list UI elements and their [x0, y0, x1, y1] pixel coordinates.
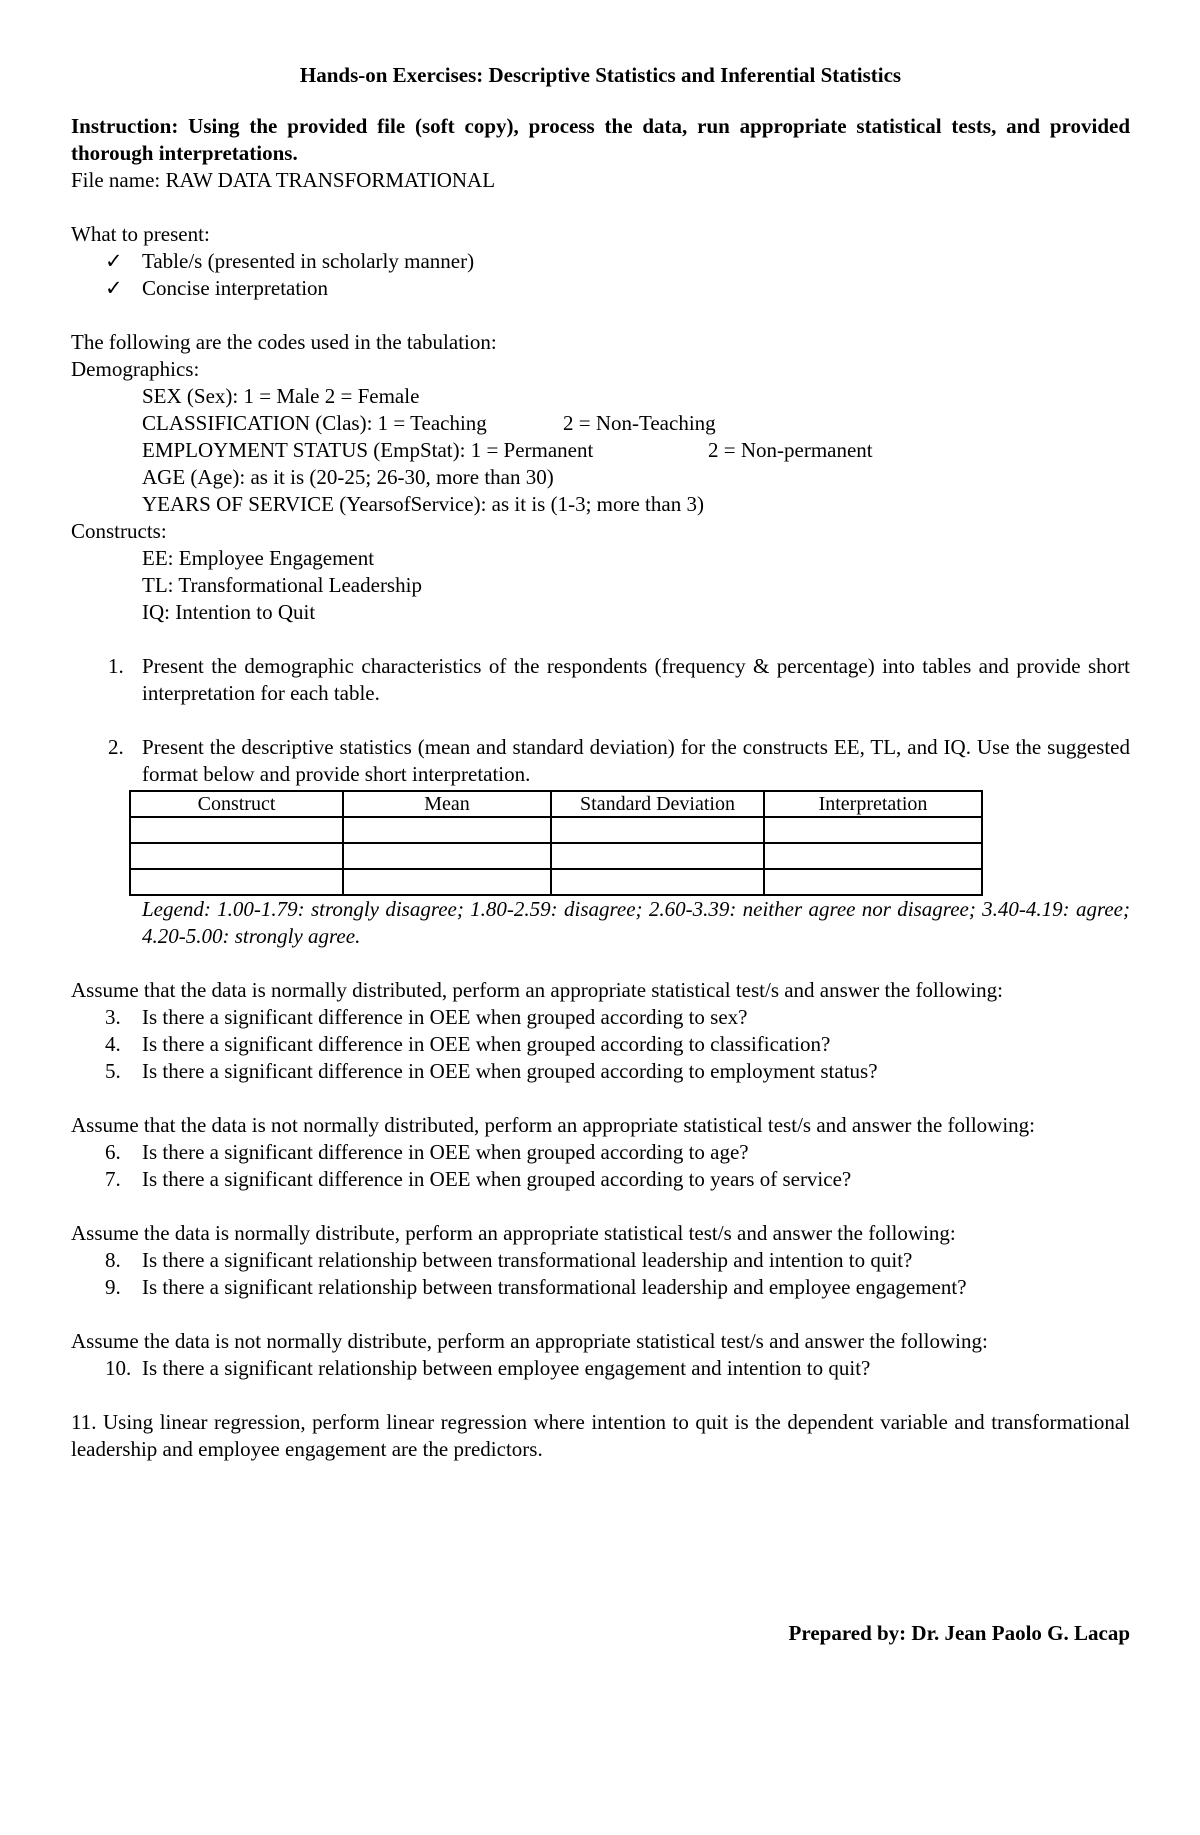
demographic-age: AGE (Age): as it is (20-25; 26-30, more than 30) — [142, 465, 554, 489]
question-9: 9. Is there a significant relationship between transformational leadership and employee engagement? — [105, 1275, 967, 1299]
construct-iq: IQ: Intention to Quit — [142, 600, 316, 624]
table-row — [130, 869, 982, 895]
present-item-text: Table/s (presented in scholarly manner) — [142, 249, 475, 273]
question-8: 8. Is there a significant relationship between transformational leadership and intention to quit? — [105, 1248, 913, 1272]
document-title: Hands-on Exercises: Descriptive Statistics and Inferential Statistics — [299, 63, 902, 87]
table-header: Mean — [343, 791, 551, 817]
section-normal: Assume that the data is normally distributed, perform an appropriate statistical test/s and answer the following: — [71, 978, 1003, 1002]
demographics-heading: Demographics: — [71, 357, 200, 381]
construct-tl: TL: Transformational Leadership — [142, 573, 422, 597]
question-11: 11. Using linear regression, perform linear regression where intention to quit is the dependent variable and transformational leadership and employee engagement are the predictors. — [71, 1410, 1130, 1461]
present-item — [71, 248, 1130, 275]
question-2: 2. Present the descriptive statistics (mean and standard deviation) for the constructs EE, TL, and IQ. Use the suggested format below and provide short interpretation. — [108, 735, 1130, 786]
demographic-employment-status: EMPLOYMENT STATUS (EmpStat): 1 = Permanent 2 = Non-permanent — [142, 438, 873, 462]
checkmark-icon: ✓ — [105, 249, 123, 273]
table-header: Interpretation — [764, 791, 982, 817]
construct-ee: EE: Employee Engagement — [142, 546, 375, 570]
table-header: Standard Deviation — [551, 791, 764, 817]
present-item — [71, 275, 1130, 302]
demographic-classification: CLASSIFICATION (Clas): 1 = Teaching 2 = Non-Teaching — [142, 411, 716, 435]
question-6: 6. Is there a significant difference in OEE when grouped according to age? — [105, 1140, 749, 1164]
table-row — [130, 817, 982, 843]
section-normal-2: Assume the data is normally distribute, perform an appropriate statistical test/s and answer the following: — [71, 1221, 956, 1245]
section-not-normal-2: Assume the data is not normally distribute, perform an appropriate statistical test/s and answer the following: — [71, 1329, 988, 1353]
question-7: 7. Is there a significant difference in OEE when grouped according to years of service? — [105, 1167, 852, 1191]
demographic-years-of-service: YEARS OF SERVICE (YearsofService): as it is (1-3; more than 3) — [142, 492, 704, 516]
constructs-heading: Constructs: — [71, 519, 167, 543]
section-not-normal: Assume that the data is not normally distributed, perform an appropriate statistical test/s and answer the following: — [71, 1113, 1036, 1137]
question-4: 4. Is there a significant difference in OEE when grouped according to classification? — [105, 1032, 831, 1056]
legend-text: Legend: 1.00-1.79: strongly disagree; 1.80-2.59: disagree; 2.60-3.39: neither agree nor disagree; 3.40-4.19: agree; 4.20-5.00: strongly agree. — [142, 897, 1130, 948]
file-name: File name: RAW DATA TRANSFORMATIONAL — [71, 168, 496, 192]
table-header: Construct — [130, 791, 343, 817]
question-5: 5. Is there a significant difference in OEE when grouped according to employment status? — [105, 1059, 878, 1083]
descriptive-stats-table — [129, 790, 983, 896]
prepared-by: Prepared by: Dr. Jean Paolo G. Lacap — [788, 1621, 1130, 1645]
question-1: 1. Present the demographic characteristics of the respondents (frequency & percentage) into tables and provide short interpretation for each table. — [108, 654, 1130, 705]
present-item-text: Concise interpretation — [142, 276, 329, 300]
question-3: 3. Is there a significant difference in OEE when grouped according to sex? — [105, 1005, 748, 1029]
checkmark-icon: ✓ — [105, 276, 123, 300]
table-row — [130, 843, 982, 869]
codes-heading: The following are the codes used in the tabulation: — [71, 330, 497, 354]
instruction-text: Instruction: Using the provided file (soft copy), process the data, run appropriate statistical tests, and provided thorough interpretations. — [71, 114, 1130, 165]
question-10: 10. Is there a significant relationship between employee engagement and intention to quit? — [105, 1356, 871, 1380]
demographic-sex: SEX (Sex): 1 = Male 2 = Female — [142, 384, 420, 408]
document-page — [71, 62, 1130, 1463]
present-heading: What to present: — [71, 222, 210, 246]
table-header-row — [130, 791, 982, 817]
